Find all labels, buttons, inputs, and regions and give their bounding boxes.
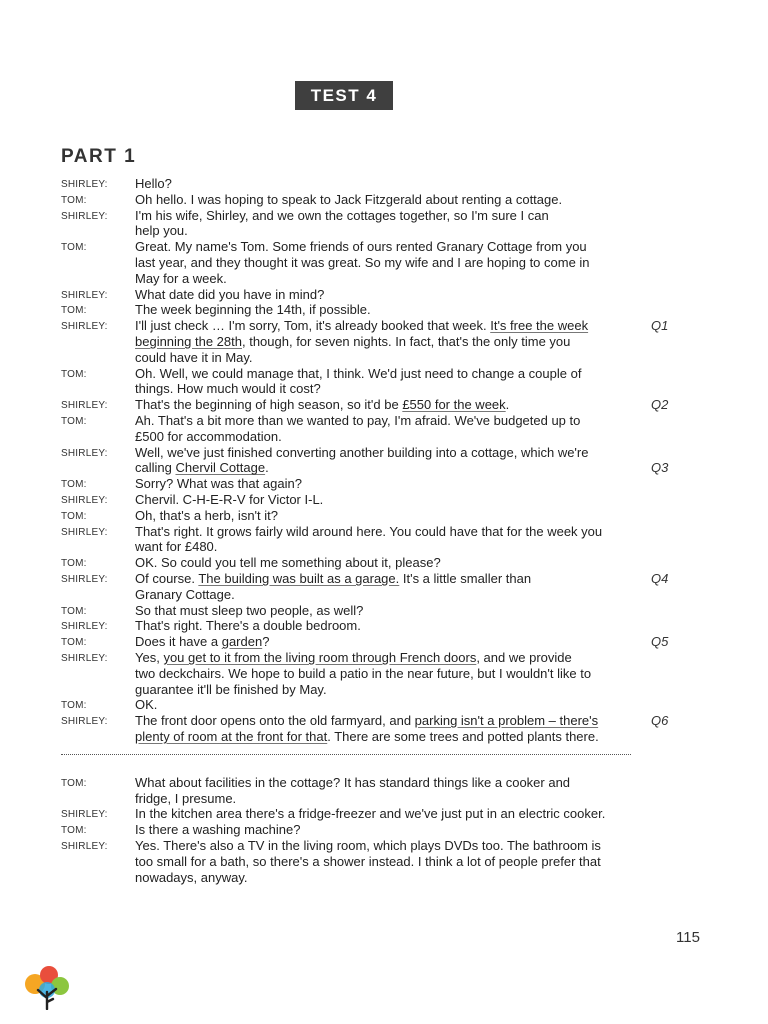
speaker-label: SHIRLEY: [61,179,108,190]
dialogue-line [135,460,269,476]
text-run: ? [262,634,270,650]
dialogue-line [135,397,509,413]
dialogue-line [135,682,327,698]
text-run: £500 for accommodation. [135,428,282,444]
tree-logo-icon [23,966,73,1010]
text-run: What about facilities in the cottage? It has standard things like a cooker and [135,774,571,790]
text-run: That's the beginning of high season, so it'd be [135,397,403,413]
text-run: In the kitchen area there's a fridge-freezer and we've just put in an electric cooker. [135,806,606,822]
dialogue-line [135,524,602,540]
text-run: too small for a bath, so there's a shower instead. I think a lot of people prefer that [135,853,601,869]
dialogue-line [135,666,591,682]
underlined-answer: It's free the week [490,318,589,334]
speaker-label: TOM: [61,416,87,427]
dialogue-line [135,697,157,713]
question-marker: Q5 [651,634,669,650]
speaker-label: TOM: [61,700,87,712]
text-run: . There are some trees and potted plants there. [327,728,599,744]
dialogue-line [135,176,172,192]
text-run: What date did you have in mind? [135,286,325,302]
text-run: Oh. Well, we could manage that, I think. We'd just need to change a couple of [135,365,582,381]
dialogue-line [135,239,587,255]
dialogue-line [135,539,217,555]
text-run: calling [135,460,176,476]
dialogue-line [135,791,236,807]
speaker-label: TOM: [61,242,87,254]
speaker-label: TOM: [61,194,87,206]
dialogue-line [135,350,253,366]
section-divider [61,754,631,755]
text-run: It's a little smaller than [399,571,532,586]
dialogue-line [135,334,570,350]
dialogue-line [135,618,361,634]
dialogue-line [135,854,601,870]
text-run: , and we provide [476,650,572,665]
dialogue-line [135,192,562,208]
speaker-label: TOM: [61,558,87,570]
question-marker: Q2 [651,397,669,413]
speaker-label: TOM: [61,479,87,491]
underlined-answer: plenty of room at the front for that [135,728,328,744]
text-run: That's right. It grows fairly wild around here. You could have that for the week you [135,523,603,539]
text-run: last year, and they thought it was great. So my wife and I are hoping to come in [135,254,590,270]
underlined-answer: £550 for the week [402,397,506,413]
dialogue-line [135,413,580,429]
speaker-label: TOM: [61,305,87,317]
dialogue-line [135,870,248,886]
speaker-label: SHIRLEY: [61,841,108,852]
text-run: could have it in May. [135,349,253,365]
page-number: 115 [676,929,700,946]
text-run: Great. My name's Tom. Some friends of ours rented Granary Cottage from you [135,239,587,255]
text-run: two deckchairs. We hope to build a patio in the near future, but I wouldn't like to [135,665,592,681]
underlined-answer: beginning the 28th [135,333,242,349]
dialogue-line [135,492,323,508]
dialogue-line [135,634,269,650]
dialogue-line [135,208,549,224]
text-run: . [265,460,269,476]
speaker-label: SHIRLEY: [61,809,108,821]
speaker-label: TOM: [61,605,87,617]
dialogue-line [135,223,188,239]
question-marker: Q3 [651,460,669,476]
text-run: things. How much would it cost? [135,381,321,397]
underlined-answer: parking isn't a problem – there's [414,713,599,729]
text-run: May for a week. [135,270,227,286]
part-title: PART 1 [61,146,137,167]
speaker-label: TOM: [61,368,87,380]
dialogue-line [135,838,601,854]
text-run: Granary Cottage. [135,586,235,602]
text-run: The front door opens onto the old farmyard, and [135,713,415,729]
text-run: fridge, I presume. [135,790,237,806]
speaker-label: SHIRLEY: [61,495,108,506]
text-run: The week beginning the 14th, if possible. [135,302,371,318]
speaker-label: SHIRLEY: [61,447,108,459]
text-run: Is there a washing machine? [135,822,301,838]
text-run: want for £480. [135,539,218,555]
dialogue-line [135,822,300,838]
question-marker: Q4 [651,571,669,586]
dialogue-line [135,603,363,619]
dialogue-line [135,318,588,334]
text-run: Oh hello. I was hoping to speak to Jack Fitzgerald about renting a cottage. [135,191,563,207]
text-run: nowadays, anyway. [135,869,248,885]
dialogue-line [135,255,590,271]
speaker-label: SHIRLEY: [61,289,108,301]
dialogue-line [135,476,302,492]
underlined-answer: Chervil Cottage [175,460,266,476]
speaker-label: SHIRLEY: [61,210,108,222]
text-run: I'm his wife, Shirley, and we own the cottages together, so I'm sure I can [135,207,549,223]
dialogue-line [135,775,570,791]
question-marker: Q6 [651,713,669,729]
dialogue-line [135,381,321,397]
speaker-label: SHIRLEY: [61,526,108,538]
dialogue-line [135,729,599,745]
dialogue-line [135,287,324,303]
text-run: Chervil. C-H-E-R-V for Victor I-L. [135,492,324,507]
dialogue-line [135,650,572,666]
dialogue-line [135,587,235,603]
test-heading: TEST 4 [295,81,393,110]
speaker-label: SHIRLEY: [61,574,108,585]
underlined-answer: garden [221,634,263,650]
dialogue-line [135,555,441,571]
underlined-answer: The building was built as a garage. [198,571,400,586]
text-run: So that must sleep two people, as well? [135,602,364,618]
text-run: Yes, [135,650,164,665]
dialogue-line [135,271,227,287]
text-run: OK. [135,697,158,713]
dialogue-line [135,508,278,524]
text-run: help you. [135,223,188,239]
text-run: Of course. [135,571,199,586]
text-run: I'll just check … I'm sorry, Tom, it's already booked that week. [135,318,491,334]
dialogue-line [135,302,371,318]
underlined-answer: you get to it from the living room through French doors [163,650,477,665]
text-run: Oh, that's a herb, isn't it? [135,507,278,523]
dialogue-line [135,445,588,461]
speaker-label: SHIRLEY: [61,400,108,412]
text-run: guarantee it'll be finished by May. [135,681,327,697]
dialogue-line [135,806,605,822]
text-run: Sorry? What was that again? [135,476,302,492]
question-marker: Q1 [651,318,669,334]
speaker-label: TOM: [61,777,87,789]
speaker-label: TOM: [61,510,87,522]
text-run: That's right. There's a double bedroom. [135,618,361,634]
text-run: Hello? [135,176,172,191]
text-run: OK. So could you tell me something about it, please? [135,555,441,571]
speaker-label: SHIRLEY: [61,716,108,728]
speaker-label: SHIRLEY: [61,321,108,333]
text-run: Yes. There's also a TV in the living room, which plays DVDs too. The bathroom is [135,838,601,853]
dialogue-line [135,713,598,729]
dialogue-line [135,429,282,445]
text-run: , though, for seven nights. In fact, that's the only time you [241,333,571,349]
speaker-label: SHIRLEY: [61,653,108,664]
text-run: . [505,397,510,413]
text-run: Ah. That's a bit more than we wanted to pay, I'm afraid. We've budgeted up to [135,413,581,428]
speaker-label: TOM: [61,637,87,649]
logo-trunk [38,989,56,1009]
speaker-label: TOM: [61,825,87,837]
dialogue-line [135,366,581,382]
text-run: Does it have a [135,634,222,650]
dialogue-line [135,571,531,587]
speaker-label: SHIRLEY: [61,621,108,633]
text-run: Well, we've just finished converting another building into a cottage, which we're [135,444,589,460]
